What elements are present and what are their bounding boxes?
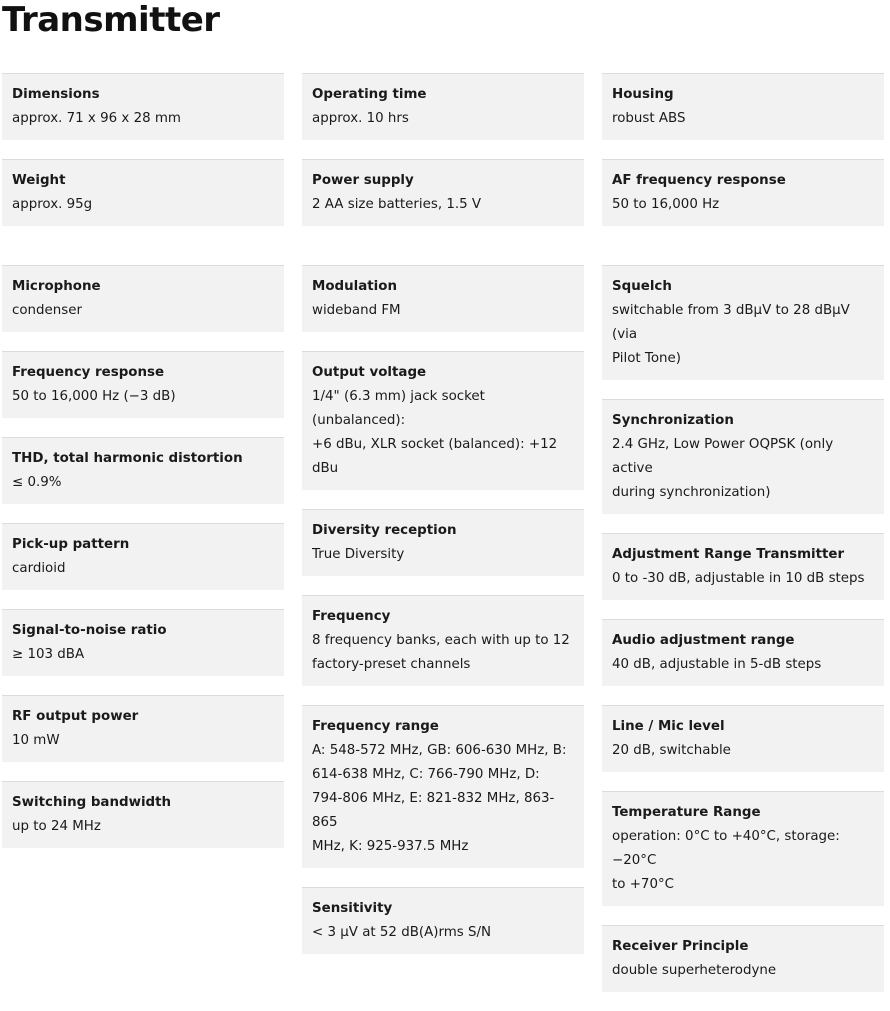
spec-label: AF frequency response (612, 173, 786, 188)
spec-item-line-mic-level (602, 705, 884, 772)
spec-value: ≥ 103 dBA (12, 647, 85, 662)
spec-label: Modulation (312, 279, 397, 294)
spec-label: Temperature Range (612, 805, 761, 820)
spec-label: Frequency response (12, 365, 165, 380)
spec-value: A: 548-572 MHz, GB: 606-630 MHz, B: 614-638 MHz, C: 766-790 MHz, D: 794-806 MHz, E: 821-832 MHz, 863-865 MHz, K: 925-937.5 MHz (312, 743, 567, 854)
spec-value: approx. 95g (12, 197, 93, 212)
spec-item-switching-bandwidth (2, 781, 284, 848)
spec-group-details (302, 265, 584, 973)
spec-label: Weight (12, 173, 66, 188)
spec-item-af-frequency-response (602, 159, 884, 226)
spec-item-power-supply (302, 159, 584, 226)
spec-value: condenser (12, 303, 82, 318)
spec-label: Operating time (312, 87, 427, 102)
spec-item-frequency-response (2, 351, 284, 418)
spec-item-audio-adjustment-range (602, 619, 884, 686)
spec-label: Switching bandwidth (12, 795, 172, 810)
spec-item-thd (2, 437, 284, 504)
spec-item-diversity-reception (302, 509, 584, 576)
spec-label: THD, total harmonic distortion (12, 451, 243, 466)
spec-value: 50 to 16,000 Hz (−3 dB) (12, 389, 176, 404)
spec-label: Squelch (612, 279, 672, 294)
spec-label: RF output power (12, 709, 139, 724)
spec-value: 2 AA size batteries, 1.5 V (312, 197, 482, 212)
spec-value: robust ABS (612, 111, 686, 126)
spec-item-operating-time (302, 73, 584, 140)
spec-item-signal-to-noise (2, 609, 284, 676)
spec-value: 50 to 16,000 Hz (612, 197, 720, 212)
spec-label: Power supply (312, 173, 414, 188)
spec-label: Receiver Principle (612, 939, 749, 954)
spec-label: Synchronization (612, 413, 734, 428)
spec-label: Frequency range (312, 719, 439, 734)
spec-value: < 3 µV at 52 dB(A)rms S/N (312, 925, 492, 940)
spec-item-microphone (2, 265, 284, 332)
spec-value: 8 frequency banks, each with up to 12 factory-preset channels (312, 633, 570, 672)
spec-value: 40 dB, adjustable in 5-dB steps (612, 657, 822, 672)
spec-item-weight (2, 159, 284, 226)
spec-item-rf-output-power (2, 695, 284, 762)
spec-value: approx. 10 hrs (312, 111, 409, 126)
spec-value: double superheterodyne (612, 963, 777, 978)
spec-label: Audio adjustment range (612, 633, 795, 648)
spec-value: True Diversity (312, 547, 405, 562)
spec-item-squelch (602, 265, 884, 380)
spec-label: Sensitivity (312, 901, 393, 916)
spec-group-details (602, 265, 884, 1011)
spec-item-sensitivity (302, 887, 584, 954)
spec-group-details (2, 265, 284, 867)
spec-item-receiver-principle (602, 925, 884, 992)
spec-value: 0 to -30 dB, adjustable in 10 dB steps (612, 571, 865, 586)
spec-label: Diversity reception (312, 523, 457, 538)
spec-value: cardioid (12, 561, 66, 576)
spec-item-frequency (302, 595, 584, 686)
spec-item-synchronization (602, 399, 884, 514)
spec-item-modulation (302, 265, 584, 332)
page-title: Transmitter (2, 0, 220, 40)
spec-label: Housing (612, 87, 674, 102)
spec-item-output-voltage (302, 351, 584, 490)
spec-value: operation: 0°C to +40°C, storage: −20°C to +70°C (612, 829, 840, 892)
spec-item-adjustment-range-transmitter (602, 533, 884, 600)
spec-value: wideband FM (312, 303, 401, 318)
spec-item-pickup-pattern (2, 523, 284, 590)
spec-value: ≤ 0.9% (12, 475, 62, 490)
spec-label: Output voltage (312, 365, 427, 380)
spec-label: Pick-up pattern (12, 537, 130, 552)
spec-label: Adjustment Range Transmitter (612, 547, 845, 562)
spec-item-temperature-range (602, 791, 884, 906)
spec-group-general (2, 73, 284, 245)
spec-value: switchable from 3 dBµV to 28 dBµV (via Pilot Tone) (612, 303, 850, 366)
spec-value: 1/4" (6.3 mm) jack socket (unbalanced): +6 dBu, XLR socket (balanced): +12 dBu (312, 389, 558, 476)
spec-value: 20 dB, switchable (612, 743, 731, 758)
spec-label: Frequency (312, 609, 391, 624)
spec-value: 2.4 GHz, Low Power OQPSK (only active during synchronization) (612, 437, 834, 500)
spec-item-frequency-range (302, 705, 584, 868)
spec-label: Dimensions (12, 87, 100, 102)
spec-label: Signal-to-noise ratio (12, 623, 167, 638)
spec-item-dimensions (2, 73, 284, 140)
spec-item-housing (602, 73, 884, 140)
spec-value: approx. 71 x 96 x 28 mm (12, 111, 181, 126)
spec-value: up to 24 MHz (12, 819, 101, 834)
spec-group-general (602, 73, 884, 245)
spec-group-general (302, 73, 584, 245)
spec-value: 10 mW (12, 733, 60, 748)
spec-label: Microphone (12, 279, 101, 294)
spec-label: Line / Mic level (612, 719, 725, 734)
